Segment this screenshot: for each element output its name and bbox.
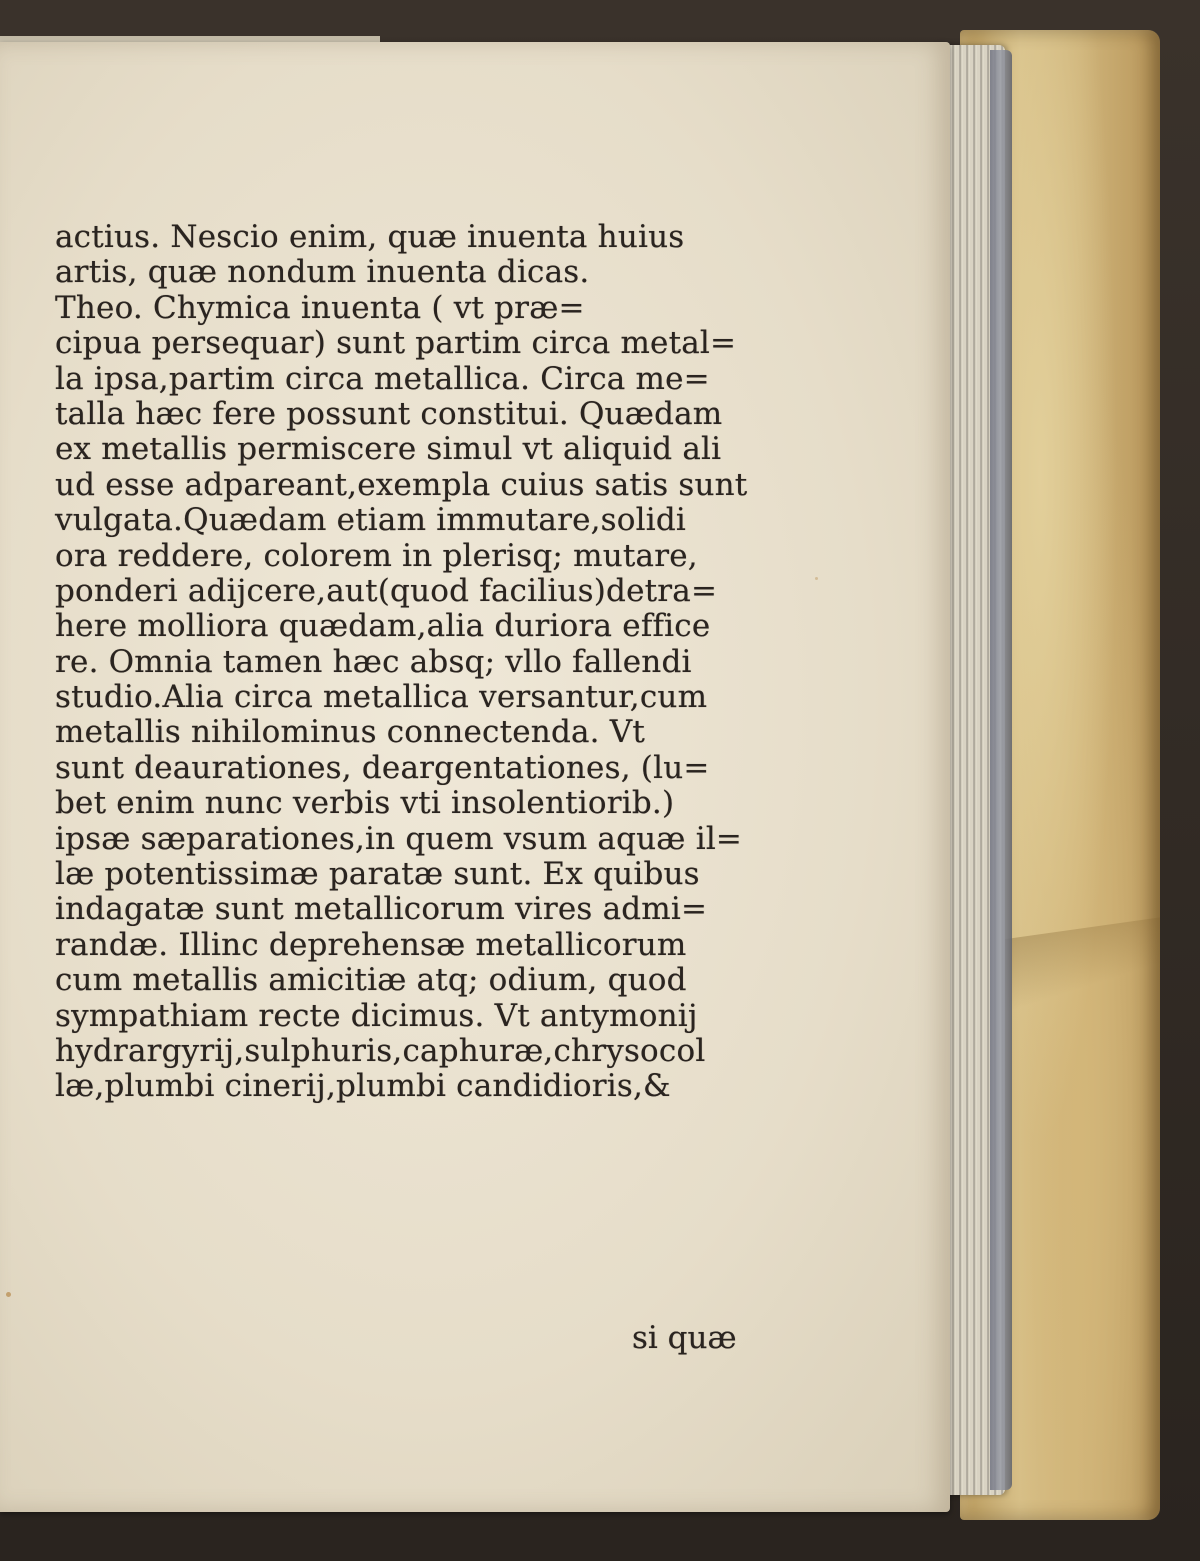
text-line: artis, quæ nondum inuenta dicas.	[55, 254, 590, 291]
text-line: læ,plumbi cinerij,plumbi candidioris,&	[55, 1068, 671, 1105]
text-line: sunt deaurationes, deargentationes, (lu=	[55, 749, 710, 786]
text-line: ponderi adijcere,aut(quod facilius)detra=	[55, 572, 718, 609]
paper-speck	[815, 577, 818, 580]
text-line: bet enim nunc verbis vti insolentiorib.)	[55, 785, 675, 822]
text-line: metallis nihilominus connectenda. Vt	[55, 714, 646, 751]
text-line: la ipsa,partim circa metallica. Circa me=	[55, 360, 710, 397]
text-line: here molliora quædam,alia duriora effice	[55, 608, 711, 645]
text-line: cipua persequar) sunt partim circa metal=	[55, 325, 737, 362]
text-line: ora reddere, colorem in plerisq; mutare,	[55, 537, 698, 574]
text-line: læ potentissimæ paratæ sunt. Ex quibus	[55, 856, 700, 893]
text-line: indagatæ sunt metallicorum vires admi=	[55, 891, 708, 928]
text-line: ex metallis permiscere simul vt aliquid ali	[55, 431, 722, 468]
text-line: ud esse adpareant,exempla cuius satis sunt	[55, 466, 748, 503]
text-line: sympathiam recte dicimus. Vt antymonij	[55, 997, 698, 1034]
text-line: hydrargyrij,sulphuris,caphuræ,chrysocol	[55, 1032, 706, 1069]
page-text-block	[55, 219, 748, 1105]
text-line: cum metallis amicitiæ atq; odium, quod	[55, 962, 687, 999]
text-line: studio.Alia circa metallica versantur,cum	[55, 679, 708, 716]
book-page	[0, 42, 950, 1512]
text-line: actius. Nescio enim, quæ inuenta huius	[55, 219, 685, 255]
catchword: si quæ	[632, 1320, 737, 1356]
text-line: ipsæ sæparationes,in quem vsum aquæ il=	[55, 820, 743, 857]
text-line: Theo. Chymica inuenta ( vt præ=	[55, 289, 585, 326]
paper-speck	[6, 1292, 11, 1297]
page-edges-tinted	[990, 50, 1012, 1490]
text-line: randæ. Illinc deprehensæ metallicorum	[55, 926, 687, 963]
text-line: talla hæc fere possunt constitui. Quædam	[55, 395, 723, 432]
text-line: vulgata.Quædam etiam immutare,solidi	[55, 502, 687, 539]
text-line: re. Omnia tamen hæc absq; vllo fallendi	[55, 643, 692, 680]
